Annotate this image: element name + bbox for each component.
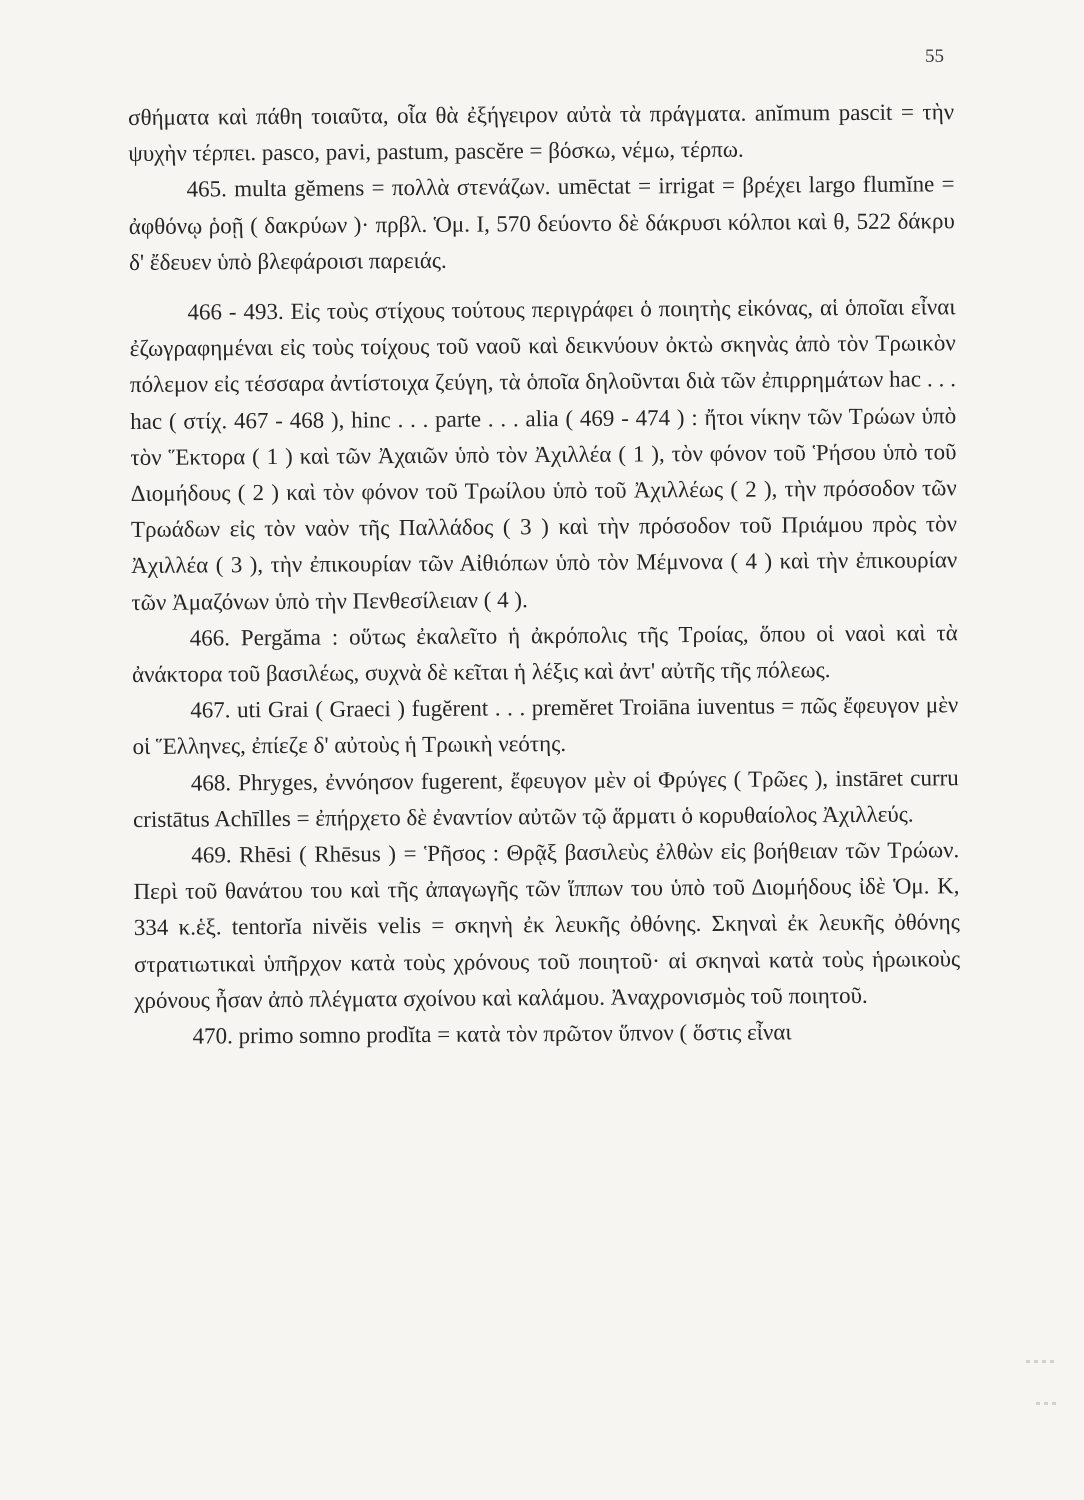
paragraph-470: 470. primo somno prodĭta = κατὰ τὸν πρῶτον ὕπνον ( ὅστις εἶναι [192, 1019, 792, 1049]
paragraph-467: 467. uti Grai ( Graeci ) fugĕrent . . . premĕret Troiāna iuventus = πῶς ἔφευγον μὲν οἱ Ἕλληνες, ἐπίεζε δ' αὐτοὺς ἡ Τρωικὴ νεότης. [132, 692, 959, 760]
margin-bleed-mark [1026, 1360, 1058, 1363]
paragraph-468: 468. Phryges, ἐννόησον fugerent, ἔφευγον μὲν οἱ Φρύγες ( Τρῶες ), instāret curru cristātus Achīlles = ἐπήρχετο δὲ ἐναντίον αὐτῶν τῷ ἅρματι ὁ κορυθαίολος Ἀχιλλεύς. [132, 764, 959, 832]
commentary-text [128, 94, 961, 1055]
paragraph-465: 465. multa gĕmens = πολλὰ στενάζων. umēctat = irrigat = βρέχει largo flumĭne = ἀφθόνῳ ῥοῇ ( δακρύων )· πρβλ. Ὁμ. I, 570 δεύοντο δὲ δάκρυσι κόλποι καὶ θ, 522 δάκρυ δ' ἔδευεν ὑπὸ βλεφάροισι παρειάς. [128, 171, 955, 275]
paragraph-466: 466. Pergăma : οὕτως ἐκαλεῖτο ἡ ἀκρόπολις τῆς Τροίας, ὅπου οἱ ναοὶ καὶ τὰ ἀνάκτορα τοῦ βασιλέως, συχνὰ δὲ κεῖται ἡ λέξις καὶ ἀντ' αὐτῆς τῆς πόλεως. [131, 620, 958, 688]
margin-bleed-mark [1036, 1402, 1058, 1405]
paragraph-continuation: σθήματα καὶ πάθη τοιαῦτα, οἷα θὰ ἐξήγειρον αὐτὰ τὰ πράγματα. anĭmum pascit = τὴν ψυχὴν τέρπει. pasco, pavi, pastum, pascĕre = βόσκω, νέμω, τέρπω. [128, 99, 955, 167]
page-number: 55 [925, 46, 944, 67]
paragraph-466-493: 466 - 493. Εἰς τοὺς στίχους τούτους περιγράφει ὁ ποιητὴς εἰκόνας, αἱ ὁποῖαι εἶναι ἐζωγραφημέναι εἰς τοὺς τοίχους τοῦ ναοῦ καὶ δεικνύουν ὀκτὼ σκηνὰς ἀπὸ τὸν Τρωικὸν πόλεμον εἰς τέσσαρα ἀντίστοιχα ζεύγη, τὰ ὁποῖα δηλοῦνται διὰ τῶν ἐπιρρημάτων hac . . . hac ( στίχ. 467 - 468 ), hinc . . . parte . . . alia ( 469 - 474 ) : ἤτοι νίκην τῶν Τρώων ὑπὸ τὸν Ἕκτορα ( 1 ) καὶ τῶν Ἀχαιῶν ὑπὸ τὸν Ἀχιλλέα ( 1 ), τὸν φόνον τοῦ Ῥήσου ὑπὸ τοῦ Διομήδους ( 2 ) καὶ τὸν φόνον τοῦ Τρωίλου ὑπὸ τοῦ Ἀχιλλέως ( 2 ), τὴν πρόσοδον τῶν Τρωάδων εἰς τὸν ναὸν τῆς Παλλάδος ( 3 ) καὶ τὴν πρόσοδον τοῦ Πριάμου πρὸς τὸν Ἀχιλλέα ( 3 ), τὴν ἐπικουρίαν τῶν Αἰθιόπων ὑπὸ τὸν Μέμνονα ( 4 ) καὶ τὴν ἐπικουρίαν τῶν Ἀμαζόνων ὑπὸ τὴν Πενθεσίλειαν ( 4 ). [129, 294, 958, 615]
paragraph-469: 469. Rhēsi ( Rhēsus ) = Ῥῆσος : Θρᾷξ βασιλεὺς ἐλθὼν εἰς βοήθειαν τῶν Τρώων. Περὶ τοῦ θανάτου του καὶ τῆς ἀπαγωγῆς τῶν ἵππων του ὑπὸ τοῦ Διομήδους ἰδὲ Ὁμ. Κ, 334 κ.ἑξ. tentorĭa nivĕis velis = σκηνὴ ἐκ λευκῆς ὀθόνης. Σκηναὶ ἐκ λευκῆς ὀθόνης στρατιωτικαὶ ὑπῆρχον κατὰ τοὺς χρόνους τοῦ ποιητοῦ· αἱ σκηναὶ κατὰ τοὺς ἡρωικοὺς χρόνους ἦσαν ἀπὸ πλέγματα σχοίνου καὶ καλάμου. Ἀναχρονισμὸς τοῦ ποιητοῦ. [133, 837, 961, 1013]
